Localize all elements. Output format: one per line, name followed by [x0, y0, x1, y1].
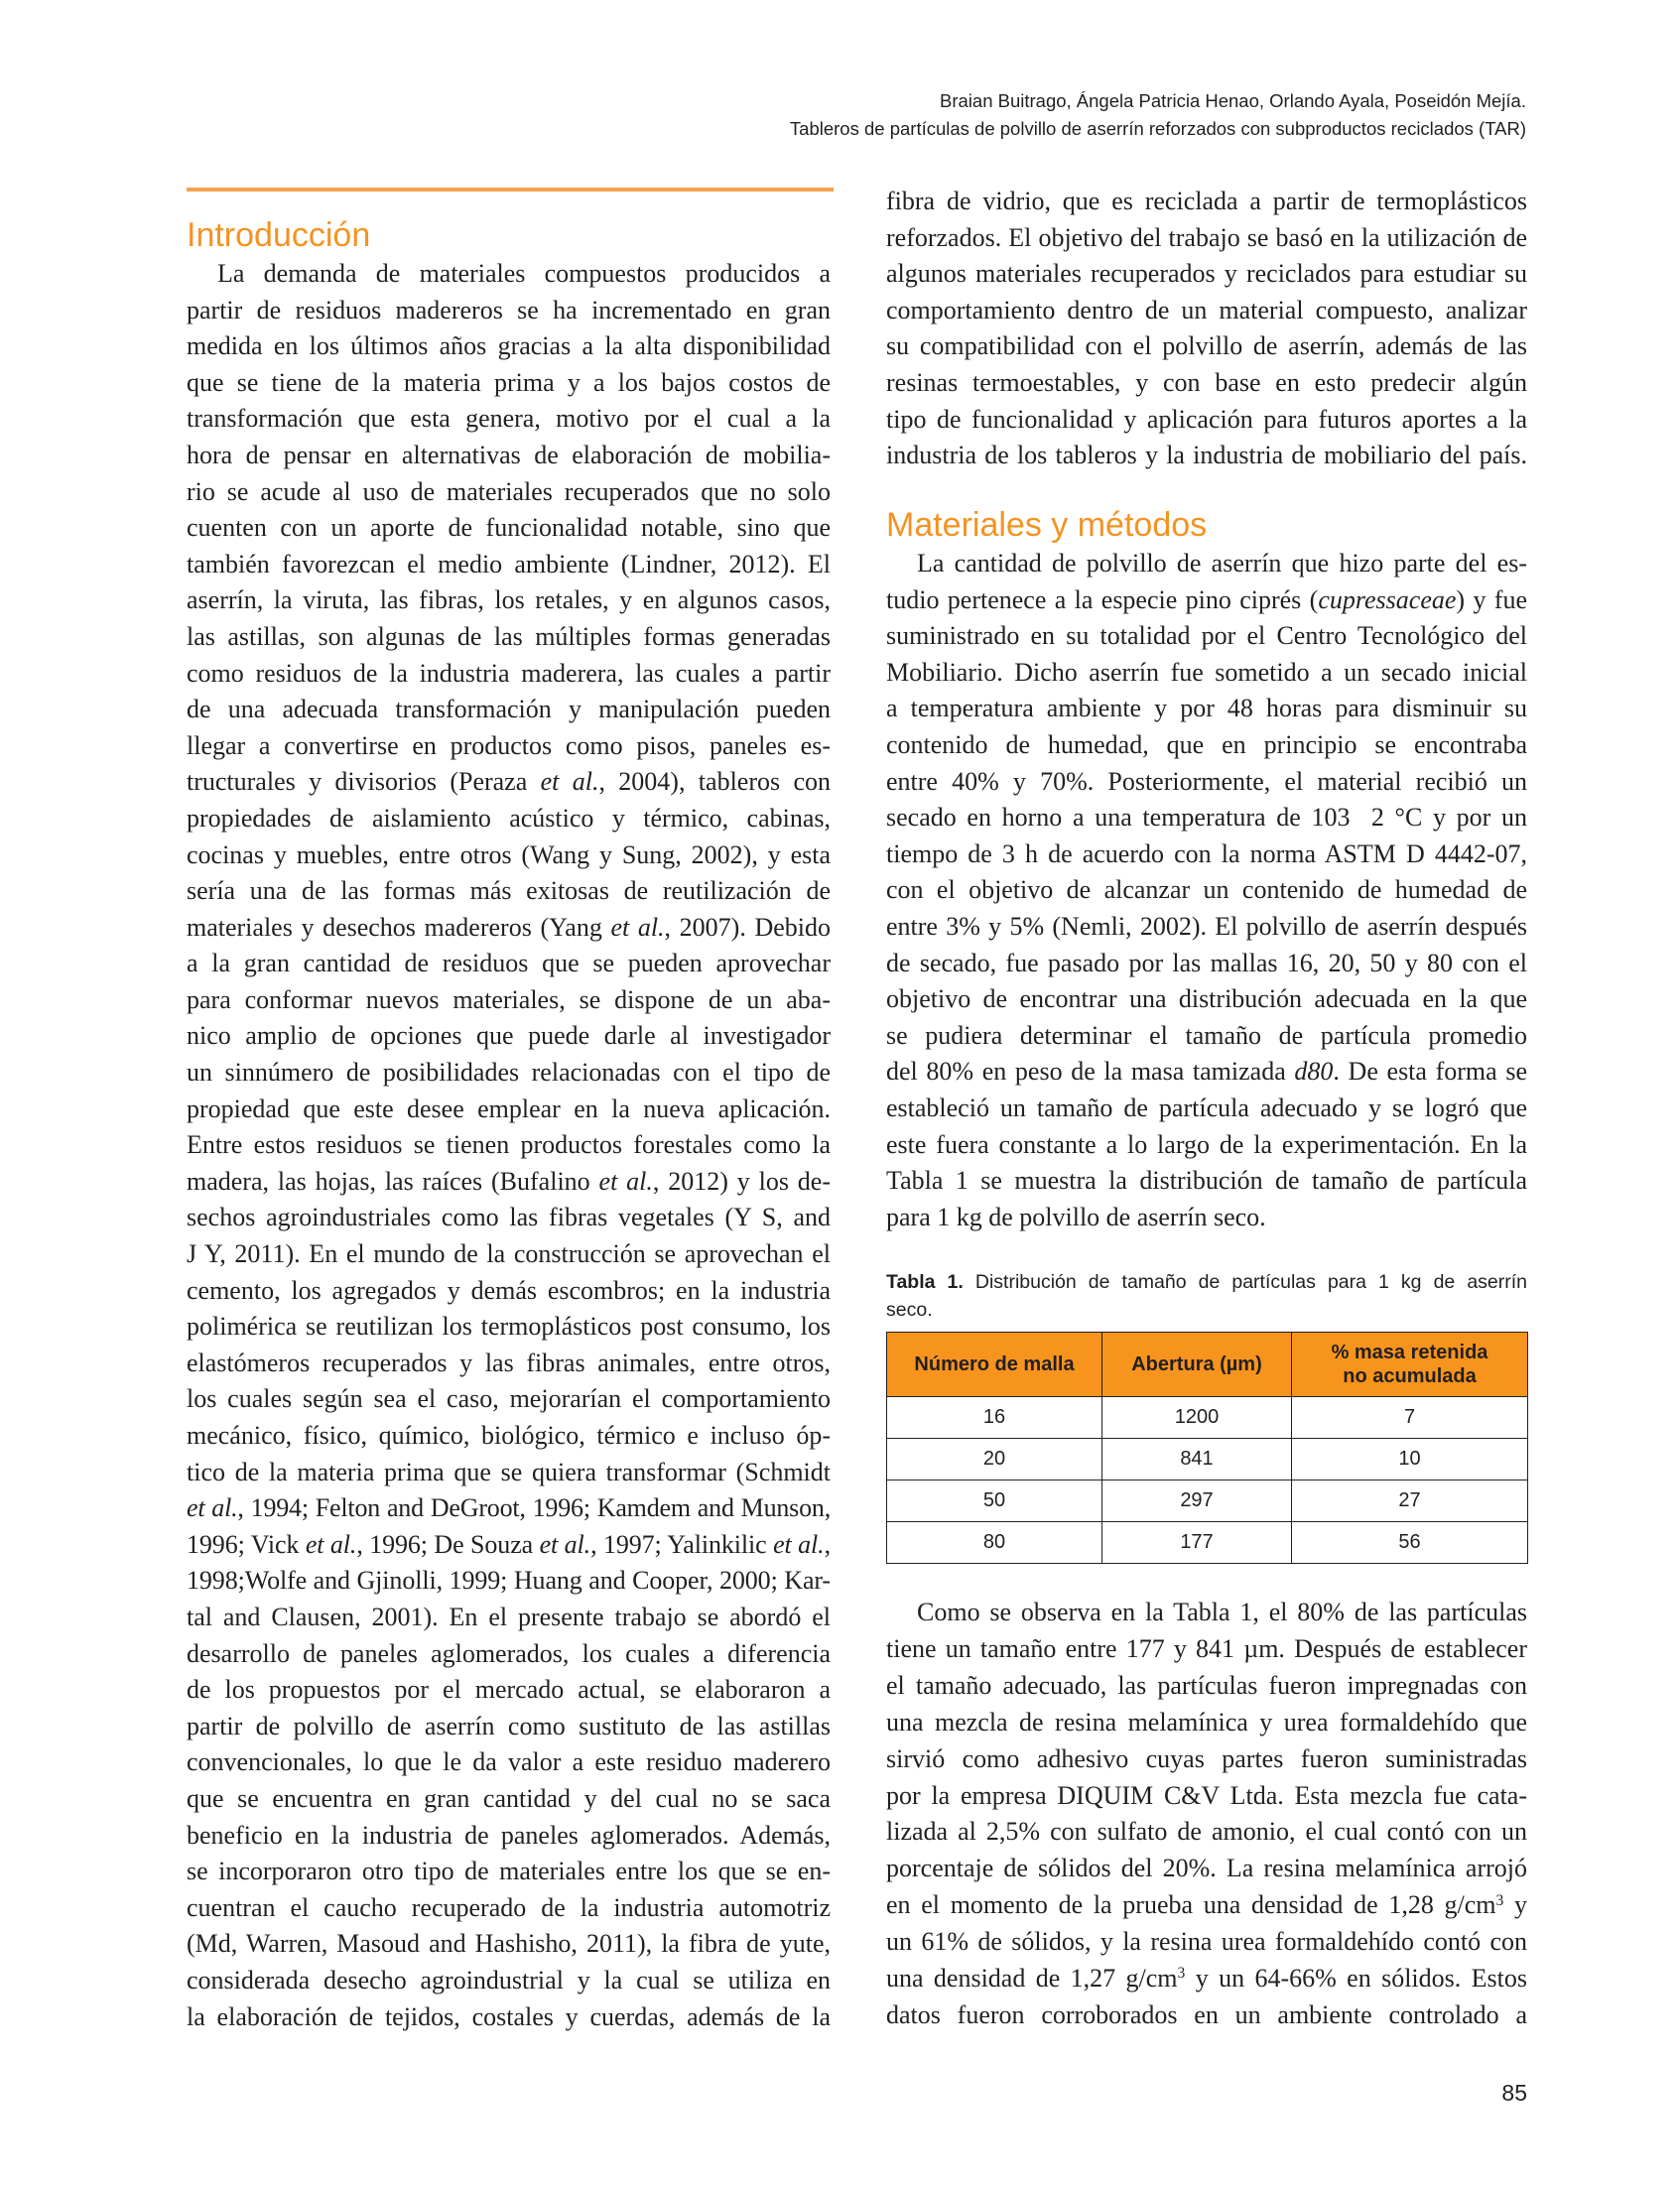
- text-line: [886, 256, 1527, 293]
- italic-text: et al.: [773, 1529, 825, 1559]
- text-line: [187, 764, 831, 801]
- text-segment: cuentran el caucho recuperado de la industria automotriz: [187, 1892, 831, 1922]
- text-segment: ) y fue: [1456, 584, 1528, 614]
- table-cell: 20: [887, 1439, 1102, 1480]
- text-segment: de secado, fue pasado por las mallas 16, 20, 50 y 80 con el: [886, 948, 1527, 977]
- text-line: [187, 1636, 831, 1673]
- text-line: [187, 656, 831, 693]
- text-segment: industria de los tableros y la industria de mobiliario del país.: [886, 441, 1527, 470]
- text-segment: en el momento de la prueba una densidad de 1,28 g/cm: [886, 1890, 1496, 1920]
- table-cell: 16: [887, 1397, 1102, 1439]
- text-line: [187, 1055, 831, 1092]
- text-segment: convencionales, lo que le da valor a este residuo maderero: [187, 1747, 831, 1777]
- text-line: [187, 1418, 831, 1455]
- text-line: [187, 1309, 831, 1346]
- column-header-mesh-number: [887, 1333, 1102, 1397]
- text-segment: tructurales y divisorios (Peraza: [187, 767, 541, 797]
- text-segment: sería una de las formas más exitosas de reutilización de: [187, 876, 831, 906]
- italic-text: et al.: [598, 1166, 653, 1196]
- text-line: [886, 582, 1527, 619]
- text-line: [886, 1018, 1527, 1055]
- text-segment: sirvió como adhesivo cuyas partes fueron suministradas: [886, 1743, 1527, 1773]
- text-line: [886, 1127, 1527, 1164]
- text-segment: un sinnúmero de posibilidades relacionadas con el tipo de: [187, 1058, 831, 1088]
- italic-text: et al.: [540, 767, 599, 797]
- text-segment: tal and Clausen, 2001). En el presente trabajo se abordó el: [187, 1602, 831, 1631]
- text-line: [886, 1631, 1527, 1668]
- text-segment: Distribución de tamaño de partículas para 1 kg de aserrín: [963, 1271, 1528, 1293]
- page-number: 85: [1501, 2080, 1527, 2106]
- text-line: [187, 982, 831, 1019]
- text-segment: La cantidad de polvillo de aserrín que hizo parte del es-: [917, 549, 1527, 578]
- section-divider-rule: [187, 188, 834, 192]
- column-header-opening: [1102, 1333, 1292, 1397]
- text-line: [187, 837, 831, 874]
- column-header-retained-mass: [1292, 1333, 1528, 1397]
- text-line: [187, 328, 831, 365]
- text-segment: cuenten con un aporte de funcionalidad notable, sino que: [187, 513, 831, 543]
- text-segment: Mobiliario. Dicho aserrín fue sometido a un secado inicial: [886, 657, 1527, 687]
- text-line: [886, 1163, 1527, 1200]
- text-line: [886, 1814, 1527, 1851]
- text-segment: tiempo de 3 h de acuerdo con la norma ASTM D 4442-07,: [886, 838, 1527, 868]
- text-line: [886, 946, 1527, 982]
- table-cell: 50: [887, 1480, 1102, 1522]
- text-line: [886, 1705, 1527, 1741]
- text-segment: a la gran cantidad de residuos que se pueden aprovechar: [187, 949, 831, 978]
- text-segment: transformación que esta genera, motivo por el cual a la: [187, 404, 831, 434]
- table-cell: 27: [1292, 1480, 1528, 1522]
- text-segment: la elaboración de tejidos, costales y cuerdas, además de la: [187, 2001, 831, 2031]
- text-segment: Entre estos residuos se tienen productos forestales como la: [187, 1130, 831, 1160]
- text-line: [187, 801, 831, 837]
- text-segment: partir de polvillo de aserrín como sustituto de las astillas: [187, 1711, 831, 1740]
- text-segment: y: [1503, 1890, 1528, 1920]
- column-header-text: no acumulada: [1343, 1365, 1477, 1387]
- text-line: [886, 764, 1527, 801]
- table-row: [887, 1397, 1528, 1439]
- text-line: [187, 1926, 831, 1963]
- text-line: [187, 946, 831, 982]
- text-line: [187, 1273, 831, 1310]
- text-line: [886, 1268, 1527, 1296]
- text-line: [187, 619, 831, 656]
- text-line: [187, 1164, 831, 1201]
- text-line: [187, 1818, 831, 1855]
- text-line: [187, 692, 831, 728]
- text-segment: hora de pensar en alternativas de elaboración de mobilia-: [187, 440, 831, 469]
- text-segment: elastómeros recuperados y las fibras animales, entre otros,: [187, 1348, 831, 1377]
- text-line: [886, 1054, 1527, 1091]
- text-segment: , 2012) y los de-: [652, 1166, 831, 1196]
- text-segment: polimérica se reutilizan los termoplásticos post consumo, los: [187, 1312, 831, 1342]
- text-segment: partir de residuos madereros se ha incrementado en gran: [187, 295, 831, 324]
- italic-text: et al.: [305, 1529, 357, 1559]
- text-segment: por la empresa DIQUIM C&V Ltda. Esta mezcla fue cata-: [886, 1780, 1527, 1810]
- text-line: [886, 1778, 1527, 1815]
- text-segment: 1998;Wolfe and Gjinolli, 1999; Huang and Cooper, 2000; Kar-: [187, 1566, 831, 1596]
- text-segment: datos fueron corroborados en un ambiente controlado a: [886, 1999, 1527, 2029]
- table-row: [887, 1480, 1528, 1522]
- text-line: [187, 1381, 831, 1418]
- text-segment: La demanda de materiales compuestos producidos a: [217, 259, 831, 288]
- text-segment: comportamiento dentro de un material compuesto, analizar: [886, 295, 1527, 324]
- text-segment: y un 64-66% en sólidos. Estos: [1185, 1964, 1527, 1994]
- text-line: [187, 728, 831, 765]
- text-segment: de una adecuada transformación y manipulación pueden: [187, 695, 831, 724]
- table-cell: 10: [1292, 1439, 1528, 1480]
- text-segment: tudio pertenece a la especie pino ciprés (: [886, 584, 1319, 614]
- text-segment: cocinas y muebles, entre otros (Wang y Sung, 2002), y esta: [187, 839, 831, 869]
- text-line: [886, 1091, 1527, 1127]
- text-segment: una mezcla de resina melamínica y urea formaldehído que: [886, 1707, 1527, 1737]
- text-segment: J Y, 2011). En el mundo de la construcción se aprovechan el: [187, 1239, 831, 1269]
- text-segment: los cuales según sea el caso, mejorarían el comportamiento: [187, 1384, 831, 1414]
- text-line: [886, 1296, 1527, 1324]
- text-segment: a temperatura ambiente y por 48 horas para disminuir su: [886, 694, 1527, 723]
- text-line: [187, 256, 831, 293]
- text-line: [886, 691, 1527, 727]
- text-segment: cemento, los agregados y demás escombros; en la industria: [187, 1275, 831, 1305]
- text-segment: desarrollo de paneles aglomerados, los cuales a diferencia: [187, 1638, 831, 1668]
- text-line: [886, 909, 1527, 946]
- italic-text: et al.: [610, 912, 665, 942]
- running-head-title: Tableros de partículas de polvillo de aserrín reforzados con subproductos reciclados (TAR): [789, 118, 1526, 139]
- table-cell: 297: [1102, 1480, 1292, 1522]
- text-segment: , 1994; Felton and DeGroot, 1996; Kamdem and Munson,: [237, 1493, 831, 1523]
- text-segment: beneficio en la industria de paneles aglomerados. Además,: [187, 1820, 831, 1850]
- text-line: [187, 1018, 831, 1055]
- italic-text: et al.: [539, 1529, 591, 1559]
- text-line: [886, 1997, 1527, 2034]
- text-segment: este fuera constante a lo largo de la experimentación. En la: [886, 1129, 1527, 1159]
- text-line: [187, 1709, 831, 1745]
- running-head: [790, 87, 1526, 143]
- text-segment: , 1996; De Souza: [356, 1529, 540, 1559]
- text-segment: fibra de vidrio, que es reciclada a partir de termoplásticos: [886, 187, 1527, 215]
- table-row: [887, 1522, 1528, 1564]
- text-segment: entre 3% y 5% (Nemli, 2002). El polvillo de aserrín después: [886, 911, 1527, 941]
- superscript-text: 3: [1495, 1891, 1504, 1909]
- text-line: [187, 1200, 831, 1236]
- table-header-row: [887, 1333, 1528, 1397]
- text-segment: para conformar nuevos materiales, se dispone de un aba-: [187, 984, 831, 1014]
- italic-text: cupressaceae: [1318, 584, 1457, 614]
- text-line: [187, 401, 831, 438]
- text-line: [187, 1455, 831, 1491]
- text-line: [187, 582, 831, 619]
- text-segment: (Md, Warren, Masoud and Hashisho, 2011), la fibra de yute,: [187, 1929, 831, 1959]
- text-segment: suministrado en su totalidad por el Centro Tecnológico del: [886, 621, 1527, 651]
- text-line: [886, 800, 1527, 837]
- text-segment: se incorporaron otro tipo de materiales entre los que se en-: [187, 1857, 831, 1886]
- column-header-text: Número de malla: [914, 1353, 1075, 1375]
- text-line: [187, 1781, 831, 1818]
- text-segment: madera, las hojas, las raíces (Bufalino: [187, 1166, 599, 1196]
- running-head-authors: Braian Buitrago, Ángela Patricia Henao, Orlando Ayala, Poseidón Mejía.: [940, 90, 1526, 111]
- text-line: [187, 293, 831, 329]
- text-line: [187, 1600, 831, 1636]
- text-segment: se pudiera determinar el tamaño de partícula promedio: [886, 1020, 1527, 1050]
- text-line: [187, 474, 831, 511]
- introduction-text-column-2: [886, 184, 1527, 474]
- text-segment: , 1997; Yalinkilic: [590, 1529, 774, 1559]
- table-cell: 177: [1102, 1522, 1292, 1564]
- text-segment: con el objetivo de alcanzar un contenido de humedad de: [886, 875, 1527, 905]
- text-line: [886, 220, 1527, 257]
- text-line: [886, 546, 1527, 582]
- text-line: [886, 1961, 1527, 1997]
- text-line: [886, 727, 1527, 764]
- table-caption: [886, 1268, 1527, 1324]
- text-line: [187, 547, 831, 583]
- text-line: [886, 1851, 1527, 1887]
- text-segment: un 61% de sólidos, y la resina urea formaldehído contó con: [886, 1927, 1527, 1957]
- italic-text: et al.: [187, 1493, 238, 1523]
- text-segment: materiales y desechos madereros (Yang: [187, 912, 611, 942]
- text-segment: también favorezcan el medio ambiente (Lindner, 2012). El: [187, 549, 831, 579]
- text-segment: , 2007). Debido: [664, 912, 831, 942]
- text-line: [886, 981, 1527, 1018]
- text-line: [187, 1127, 831, 1164]
- text-line: [886, 837, 1527, 873]
- text-segment: tiene un tamaño entre 177 y 841 µm. Después de establecer: [886, 1633, 1527, 1663]
- text-segment: estableció un tamaño de partícula adecuado y se logró que: [886, 1093, 1527, 1122]
- text-line: [187, 1854, 831, 1890]
- text-line: [886, 293, 1527, 329]
- table-cell: 841: [1102, 1439, 1292, 1480]
- section-heading-introduccion: Introducción: [187, 216, 371, 254]
- text-segment: propiedades de aislamiento acústico y térmico, cabinas,: [187, 803, 831, 833]
- text-segment: 1996; Vick: [187, 1529, 306, 1559]
- text-segment: aserrín, la viruta, las fibras, los retales, y en algunos casos,: [187, 585, 831, 615]
- text-line: [886, 438, 1527, 474]
- column-header-text: Abertura (µm): [1131, 1353, 1262, 1375]
- table-cell: 7: [1292, 1397, 1528, 1439]
- text-segment: algunos materiales recuperados y reciclados para estudiar su: [886, 259, 1527, 289]
- text-line: [886, 1200, 1527, 1236]
- text-line: [886, 1595, 1527, 1631]
- text-line: [886, 365, 1527, 402]
- text-line: [187, 1490, 831, 1527]
- methods-paragraph-2: [886, 1595, 1527, 2034]
- text-segment: su compatibilidad con el polvillo de aserrín, además de las: [886, 331, 1527, 361]
- text-line: [187, 1563, 831, 1600]
- text-segment: que se encuentra en gran cantidad y del cual no se saca: [187, 1783, 831, 1813]
- introduction-text-column-1: [187, 256, 831, 2035]
- text-line: [886, 655, 1527, 692]
- text-line: [886, 1741, 1527, 1778]
- text-segment: una densidad de 1,27 g/cm: [886, 1964, 1178, 1994]
- methods-paragraph-1: [886, 546, 1527, 1235]
- text-segment: secado en horno a una temperatura de 103 2 °C y por un: [886, 803, 1527, 833]
- text-segment: de los propuestos por el mercado actual, se elaboraron a: [187, 1675, 831, 1705]
- text-line: [187, 1092, 831, 1128]
- text-line: [187, 1236, 831, 1273]
- text-segment: reforzados. El objetivo del trabajo se basó en la utilización de: [886, 222, 1527, 252]
- text-segment: resinas termoestables, y con base en esto predecir algún: [886, 367, 1527, 397]
- text-segment: entre 40% y 70%. Posteriormente, el material recibió un: [886, 766, 1527, 796]
- text-line: [187, 1744, 831, 1781]
- section-heading-materiales-y-metodos: Materiales y métodos: [886, 506, 1208, 544]
- text-segment: Como se observa en la Tabla 1, el 80% de las partículas: [917, 1598, 1527, 1626]
- text-segment: que se tiene de la materia prima y a los bajos costos de: [187, 367, 831, 397]
- text-segment: contenido de humedad, que en principio se encontraba: [886, 729, 1527, 759]
- text-line: [886, 1924, 1527, 1961]
- text-segment: las astillas, son algunas de las múltiples formas generadas: [187, 621, 831, 651]
- text-line: [187, 1527, 831, 1564]
- text-segment: para 1 kg de polvillo de aserrín seco.: [886, 1202, 1266, 1231]
- text-segment: llegar a convertirse en productos como pisos, paneles es-: [187, 730, 831, 760]
- italic-text: d80: [1294, 1057, 1334, 1087]
- table-row: [887, 1439, 1528, 1480]
- text-line: [187, 1963, 831, 1999]
- text-segment: tico de la materia prima que se quiera transformar (Schmidt: [187, 1457, 831, 1486]
- text-segment: lizada al 2,5% con sulfato de amonio, el cual contó con un: [886, 1817, 1527, 1847]
- text-segment: considerada desecho agroindustrial y la cual se utiliza en: [187, 1965, 831, 1995]
- text-segment: seco.: [886, 1299, 933, 1321]
- text-segment: mecánico, físico, químico, biológico, térmico e incluso óp-: [187, 1421, 831, 1450]
- text-line: [886, 1668, 1527, 1705]
- text-line: [886, 1887, 1527, 1924]
- text-segment: propiedad que este desee emplear en la nueva aplicación.: [187, 1094, 831, 1123]
- text-line: [886, 618, 1527, 655]
- text-segment: del 80% en peso de la masa tamizada: [886, 1057, 1295, 1087]
- text-line: [886, 184, 1527, 220]
- text-segment: tipo de funcionalidad y aplicación para futuros aportes a la: [886, 404, 1527, 434]
- text-segment: Tabla 1 se muestra la distribución de tamaño de partícula: [886, 1166, 1527, 1196]
- text-line: [187, 438, 831, 474]
- table-cell: 1200: [1102, 1397, 1292, 1439]
- text-line: [187, 1999, 831, 2036]
- table-cell: 80: [887, 1522, 1102, 1564]
- text-segment: nico amplio de opciones que puede darle al investigador: [187, 1021, 831, 1051]
- text-line: [187, 1890, 831, 1927]
- text-segment: sechos agroindustriales como las fibras vegetales (Y S, and: [187, 1203, 831, 1232]
- bold-label: Tabla 1.: [886, 1271, 964, 1293]
- superscript-text: 3: [1177, 1965, 1186, 1983]
- text-line: [187, 910, 831, 947]
- text-segment: rio se acude al uso de materiales recuperados que no solo: [187, 476, 831, 506]
- text-segment: ,: [824, 1529, 831, 1559]
- text-line: [187, 1346, 831, 1382]
- text-segment: medida en los últimos años gracias a la alta disponibilidad: [187, 331, 831, 361]
- text-segment: objetivo de encontrar una distribución adecuada en la que: [886, 984, 1527, 1014]
- text-line: [187, 1672, 831, 1709]
- text-segment: como residuos de la industria maderera, las cuales a partir: [187, 658, 831, 688]
- text-segment: . De esta forma se: [1333, 1057, 1527, 1087]
- text-line: [187, 510, 831, 547]
- column-header-text: % masa retenida: [1331, 1342, 1488, 1363]
- text-segment: , 2004), tableros con: [598, 767, 831, 797]
- table-cell: 56: [1292, 1522, 1528, 1564]
- particle-size-table: [886, 1332, 1528, 1564]
- text-line: [886, 328, 1527, 365]
- text-line: [886, 402, 1527, 439]
- text-segment: porcentaje de sólidos del 20%. La resina melamínica arrojó: [886, 1854, 1527, 1883]
- text-line: [187, 365, 831, 402]
- text-line: [886, 872, 1527, 909]
- text-segment: el tamaño adecuado, las partículas fueron impregnadas con: [886, 1670, 1527, 1700]
- text-line: [187, 873, 831, 910]
